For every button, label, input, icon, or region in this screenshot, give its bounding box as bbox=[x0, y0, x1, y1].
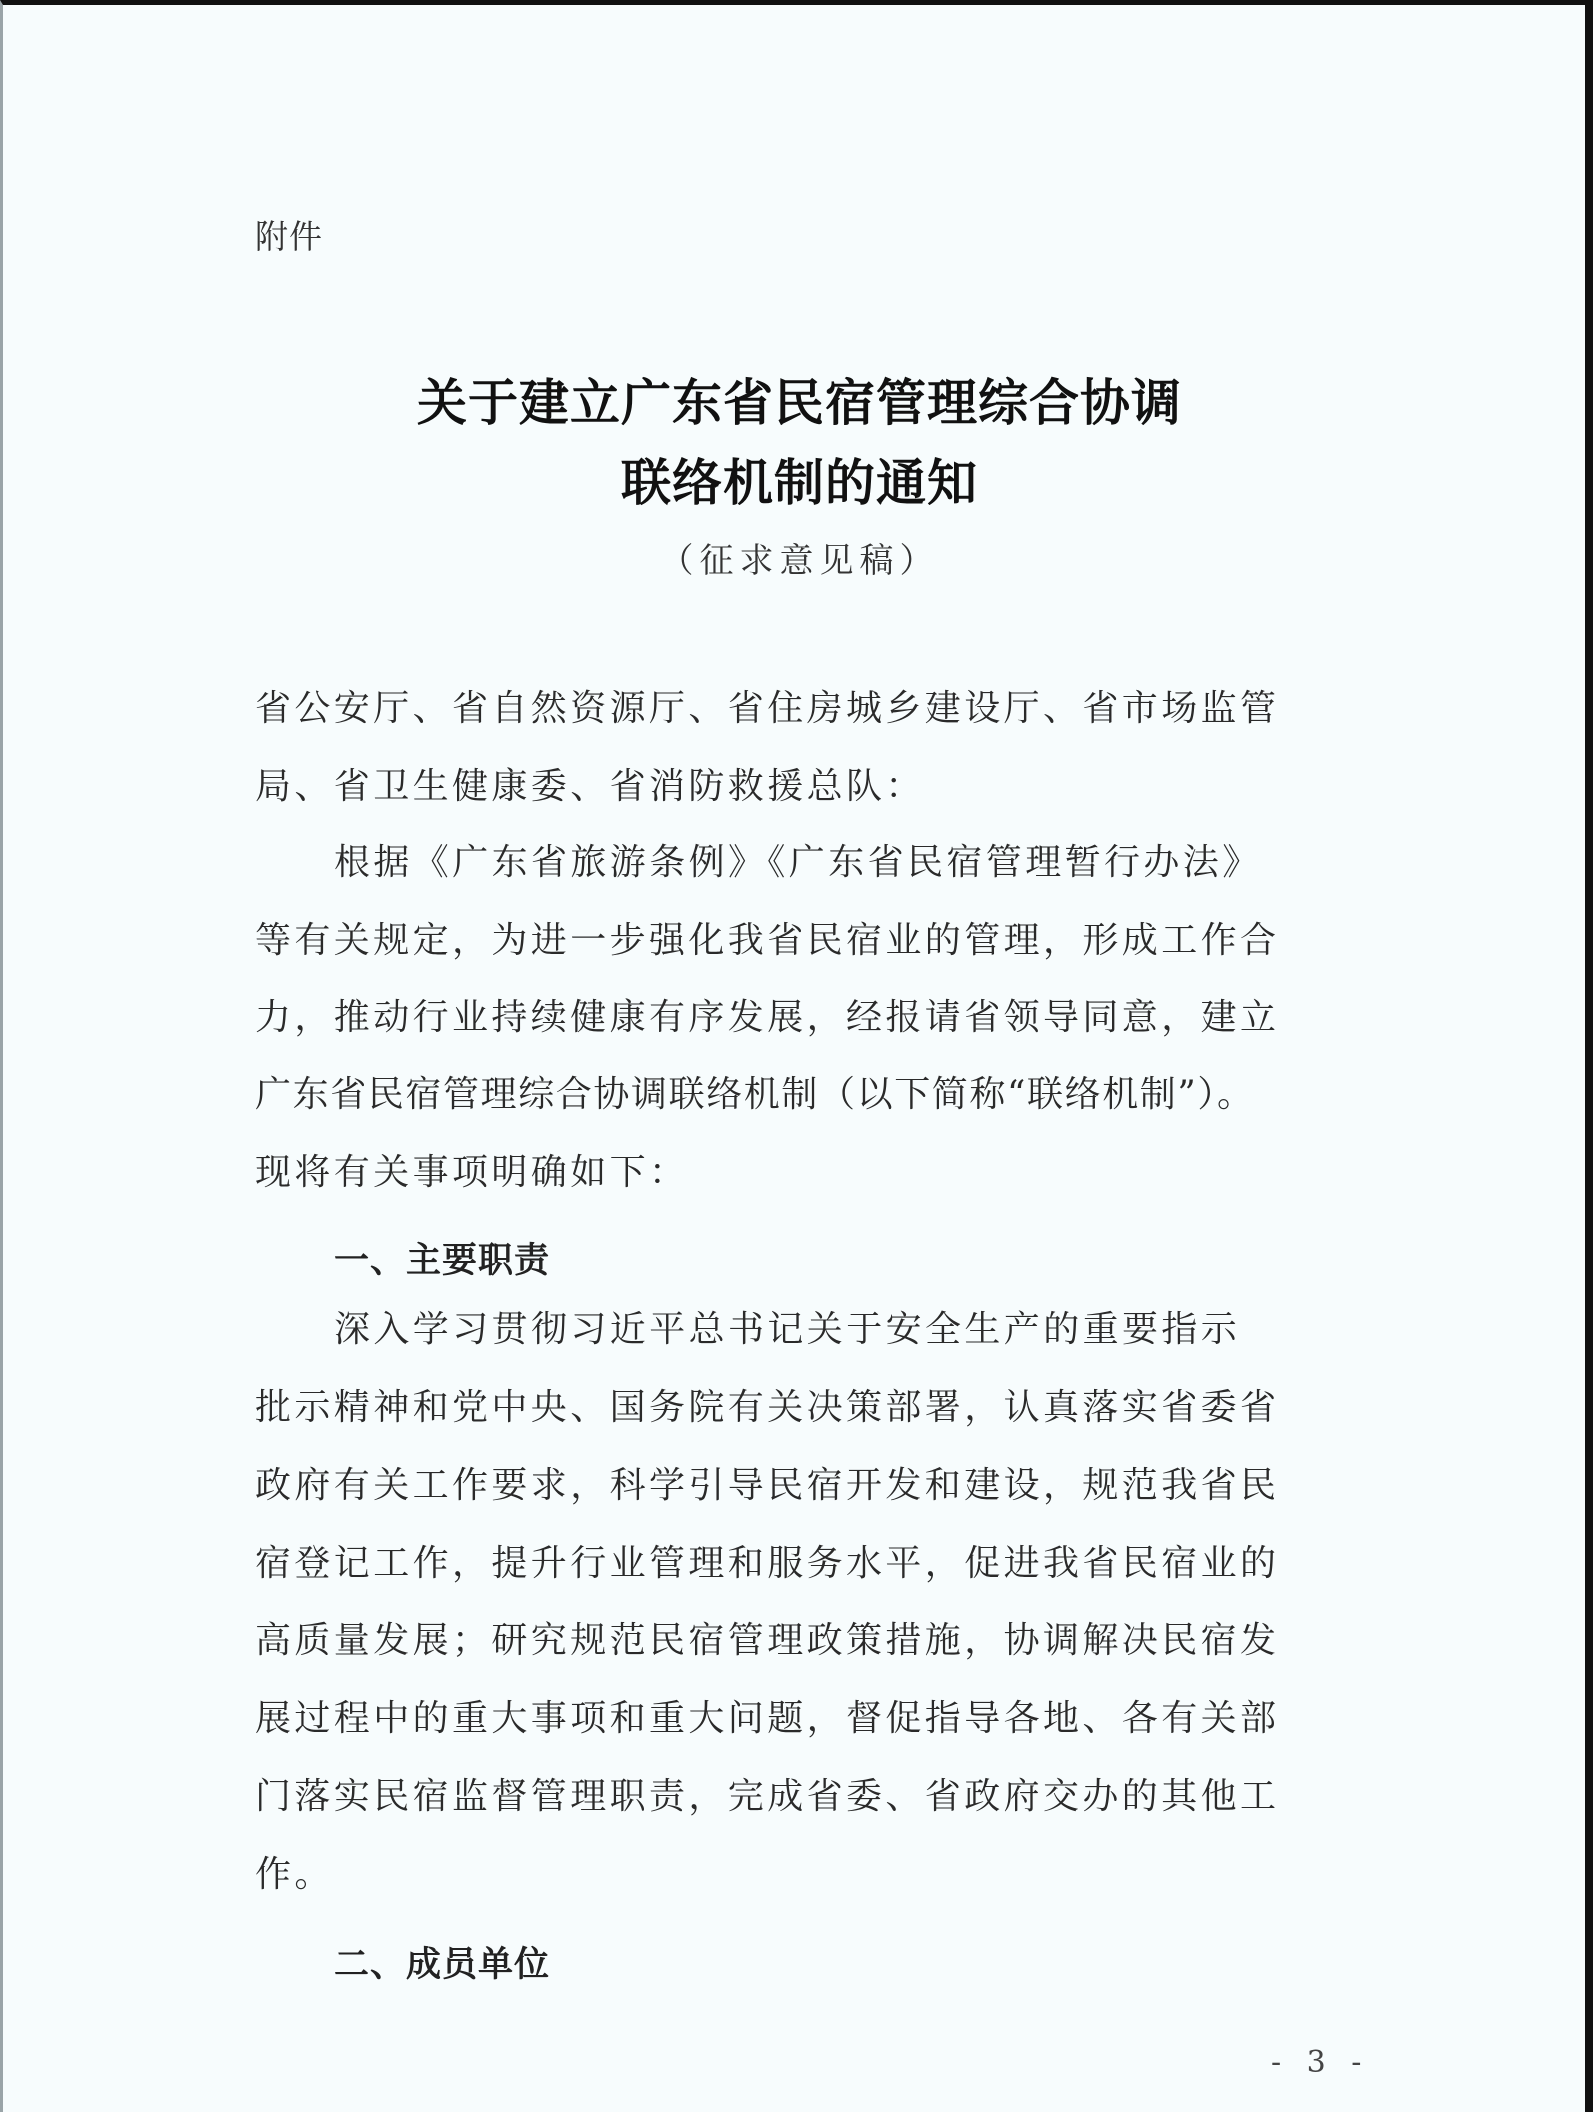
addressee-line: 局、省卫生健康委、省消防救援总队： bbox=[255, 766, 925, 807]
intro-paragraph-line: 根据《广东省旅游条例》《广东省民宿管理暂行办法》 bbox=[334, 842, 1262, 883]
intro-paragraph-line: 广东省民宿管理综合协调联络机制（以下简称“联络机制”）。 bbox=[255, 1074, 1255, 1115]
section1-line: 展过程中的重大事项和重大问题，督促指导各地、各有关部 bbox=[255, 1698, 1280, 1739]
attachment-label: 附件 bbox=[255, 217, 323, 256]
document-subtitle: （征求意见稿） bbox=[659, 541, 940, 581]
section1-line: 作。 bbox=[255, 1854, 334, 1895]
addressee-line: 省公安厅、省自然资源厅、省住房城乡建设厅、省市场监管 bbox=[255, 688, 1280, 729]
document-title-line-2: 联络机制的通知 bbox=[621, 453, 978, 512]
intro-paragraph-line: 等有关规定，为进一步强化我省民宿业的管理，形成工作合 bbox=[255, 920, 1280, 961]
section1-line: 批示精神和党中央、国务院有关决策部署，认真落实省委省 bbox=[255, 1387, 1280, 1428]
section-heading-member-units: 二、成员单位 bbox=[334, 1945, 551, 1985]
section1-line: 门落实民宿监督管理职责，完成省委、省政府交办的其他工 bbox=[255, 1776, 1280, 1817]
section-heading-main-duties: 一、主要职责 bbox=[334, 1241, 551, 1281]
intro-paragraph-line: 现将有关事项明确如下： bbox=[255, 1152, 689, 1193]
section1-line: 深入学习贯彻习近平总书记关于安全生产的重要指示 bbox=[334, 1309, 1241, 1350]
page-number: - 3 - bbox=[1271, 2045, 1370, 2080]
section1-line: 高质量发展；研究规范民宿管理政策措施，协调解决民宿发 bbox=[255, 1620, 1280, 1661]
document-title-line-1: 关于建立广东省民宿管理综合协调 bbox=[417, 373, 1182, 432]
intro-paragraph-line: 力，推动行业持续健康有序发展，经报请省领导同意，建立 bbox=[255, 997, 1280, 1038]
section1-line: 宿登记工作，提升行业管理和服务水平，促进我省民宿业的 bbox=[255, 1543, 1280, 1584]
section1-line: 政府有关工作要求，科学引导民宿开发和建设，规范我省民 bbox=[255, 1465, 1280, 1506]
